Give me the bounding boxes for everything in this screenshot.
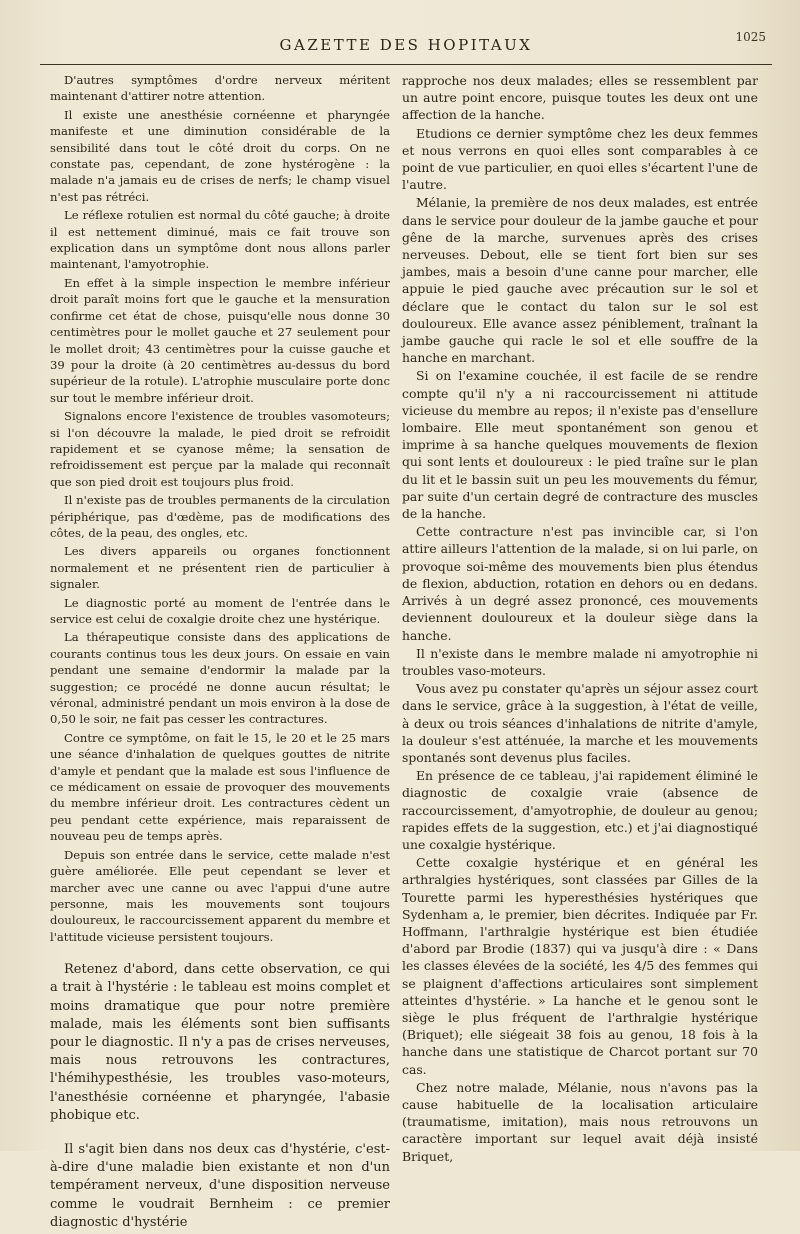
- right-column: [402, 72, 758, 1166]
- paragraph: La thérapeutique consiste dans des applications de courants continus tous les deux jours. On essaie en vain pendant une semaine d'endormir la malade par la suggestion; ce procédé ne donne aucun résultat; le véronal, administré pendant un mois environ à la dose de 0,50 le soir, ne fait pas cesser les contractures.: [50, 630, 390, 727]
- paragraph: Le diagnostic porté au moment de l'entrée dans le service est celui de coxalgie droite chez une hystérique.: [50, 595, 390, 626]
- paragraph: Vous avez pu constater qu'après un séjour assez court dans le service, grâce à la suggestion, à l'état de veille, à deux ou trois séances d'inhalations de nitrite d'amyle, la douleur s'est atténuée, la marche et les mouvements spontanés sont devenus plus faciles.: [402, 681, 758, 765]
- paragraph: Les divers appareils ou organes fonctionnent normalement et ne présentent rien de particulier à signaler.: [50, 544, 390, 592]
- paragraph: Il n'existe pas de troubles permanents de la circulation périphérique, pas d'œdème, pas de modifications des côtes, de la peau, des ongles, etc.: [50, 493, 390, 540]
- commentary-paragraph: Il s'agit bien dans nos deux cas d'hystérie, c'est-à-dire d'une maladie bien existante et non d'un tempérament nerveux, d'une disposition nerveuse comme le voudrait Bernheim : ce premier diagnostic d'hystérie: [50, 1141, 390, 1230]
- paragraph: Cette contracture n'est pas invincible car, si l'on attire ailleurs l'attention de la malade, si on lui parle, on provoque soi-même des mouvements bien plus étendus de flexion, abduction, rotation en dehors ou en dedans. Arrivés à un degré assez prononcé, ces mouvements deviennent douloureux et la douleur siège dans la hanche.: [402, 524, 758, 643]
- paragraph: En présence de ce tableau, j'ai rapidement éliminé le diagnostic de coxalgie vraie (absence de raccourcissement, d'amyotrophie, de douleur au genou; rapides effets de la suggestion, etc.) et j'ai diagnostiqué une coxalgie hystérique.: [402, 768, 758, 852]
- paragraph: D'autres symptômes d'ordre nerveux méritent maintenant d'attirer notre attention.: [50, 73, 390, 104]
- paragraph: En effet à la simple inspection le membre inférieur droit paraît moins fort que le gauche et la mensuration confirme cet état de chose, puisqu'elle nous donne 30 centimètres pour le mollet gauche et 27 seulement pour le mollet droit; 43 centimètres pour la cuisse gauche et 39 pour la droite (à 20 centimètres au-dessus du bord supérieur de la rotule). L'atrophie musculaire porte donc sur tout le membre inférieur droit.: [50, 275, 390, 405]
- paragraph: Le réflexe rotulien est normal du côté gauche; à droite il est nettement diminué, mais ce fait trouve son explication dans un symptôme dont nous allons parler maintenant, l'amyotrophie.: [50, 208, 390, 272]
- paragraph: Etudions ce dernier symptôme chez les deux femmes et nous verrons en quoi elles sont comparables à ce point de vue particulier, en quoi elles s'écartent l'une de l'autre.: [402, 125, 758, 193]
- commentary-paragraph: Retenez d'abord, dans cette observation, ce qui a trait à l'hystérie : le tableau est moins complet et moins dramatique que pour notre première malade, mais les éléments sont bien suffisants pour le diagnostic. Il n'y a pas de crises nerveuses, mais nous retrouvons les contractures, l'hémihypesthésie, les troubles vaso-moteurs, l'anesthésie cornéenne et pharyngée, l'abasie phobique etc.: [50, 962, 390, 1123]
- paragraph: Mélanie, la première de nos deux malades, est entrée dans le service pour douleur de la jambe gauche et pour gêne de la marche, survenues après des crises nerveuses. Debout, elle se tient fort bien sur ses jambes, mais a besoin d'une canne pour marcher, elle appuie le pied gauche avec précaution sur le sol et déclare que le contact du talon sur le sol est douloureux. Elle avance assez péniblement, traînant la jambe gauche qui racle le sol et elle souffre de la hanche en marchant.: [402, 195, 758, 366]
- paragraph: Il n'existe dans le membre malade ni amyotrophie ni troubles vaso-moteurs.: [402, 645, 758, 678]
- paragraph: Il existe une anesthésie cornéenne et pharyngée manifeste et une diminution considérable de la sensibilité dans tout le côté droit du corps. On ne constate pas, cependant, de zone hystérogène : la malade n'a jamais eu de crises de nerfs; le champ visuel n'est pas rétréci.: [50, 107, 390, 204]
- journal-title: GAZETTE DES HOPITAUX: [279, 36, 533, 54]
- paragraph: Cette coxalgie hystérique et en général les arthralgies hystériques, sont classées par Gilles de la Tourette parmi les hyperesthésies hystériques que Sydenham a, le premier, bien décrites. Indiquée par Fr. Hoffmann, l'arthralgie hystérique est bien étudiée d'abord par Brodie (1837) qui va jusqu'à dire : « Dans les classes élevées de la société, les 4/5 des femmes qui se plaignent d'affections articulaires sont simplement atteintes d'hystérie. » La hanche et le genou sont le siège le plus fréquent de l'arthralgie hystérique (Briquet); elle siégeait 38 fois au genou, 18 fois à la hanche dans une statistique de Charcot portant sur 70 cas.: [402, 855, 758, 1077]
- paragraph: Chez notre malade, Mélanie, nous n'avons pas la cause habituelle de la localisation articulaire (traumatisme, imitation), mais nous retrouvons un caractère important sur lequel avait déjà insisté Briquet,: [402, 1079, 758, 1164]
- paragraph: rapproche nos deux malades; elles se ressemblent par un autre point encore, puisque toutes les deux ont une affection de la hanche.: [402, 73, 758, 123]
- page-number: 1025: [735, 30, 766, 44]
- paragraph: Contre ce symptôme, on fait le 15, le 20 et le 25 mars une séance d'inhalation de quelques gouttes de nitrite d'amyle et pendant que la malade est sous l'influence de ce médicament on essaie de provoquer des mouvements du membre inférieur droit. Les contractures cèdent un peu pendant cette expérience, mais reparaissent de nouveau peu de temps après.: [50, 730, 390, 844]
- paragraph: Si on l'examine couchée, il est facile de se rendre compte qu'il n'y a ni raccourcissement ni attitude vicieuse du membre au repos; il n'existe pas d'ensellure lombaire. Elle meut spontanément son genou et imprime à sa hanche quelques mouvements de flexion qui sont lents et douloureux : le pied traîne sur le plan du lit et le bassin suit un peu les mouvements du fémur, par suite d'un certain degré de contracture des muscles de la hanche.: [402, 368, 758, 522]
- page-header: [40, 26, 772, 64]
- header-rule: [40, 64, 772, 65]
- left-column: [50, 72, 390, 1234]
- paragraph: Depuis son entrée dans le service, cette malade n'est guère améliorée. Elle peut cependant se lever et marcher avec une canne ou avec l'appui d'une autre personne, mais les mouvements sont toujours douloureux, le raccourcissement apparent du membre et l'attitude vicieuse persistent toujours.: [50, 847, 390, 944]
- paragraph: Signalons encore l'existence de troubles vasomoteurs; si l'on découvre la malade, le pied droit se refroidit rapidement et se cyanose même; la sensation de refroidissement est perçue par la malade qui reconnaît que son pied droit est toujours plus froid.: [50, 409, 390, 489]
